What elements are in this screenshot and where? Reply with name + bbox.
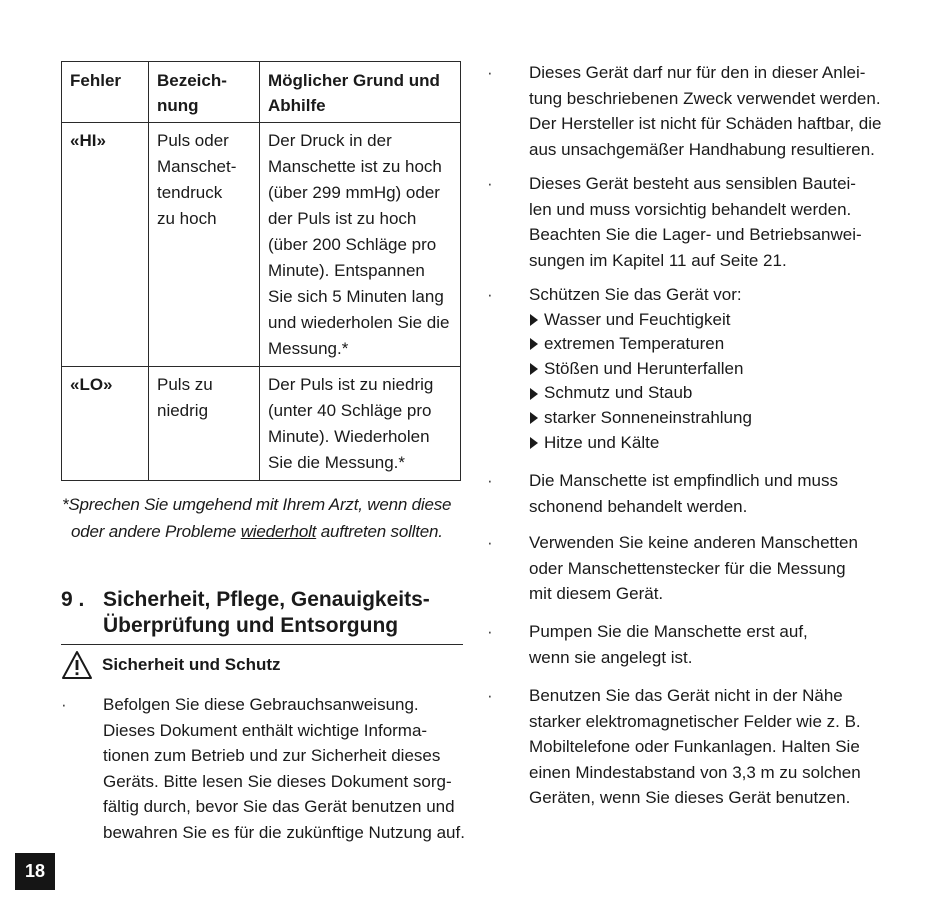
cell-line: Minute). Wiederholen xyxy=(268,427,430,446)
arrow-right-icon xyxy=(530,338,538,350)
footnote-line: *Sprechen Sie umgehend mit Ihrem Arzt, wenn diese xyxy=(62,495,452,514)
bullet-line: Befolgen Sie diese Gebrauchsanweisung. xyxy=(103,695,419,714)
bullet-line: Mobiltelefone oder Funkanlagen. Halten Sie xyxy=(529,737,860,757)
error-name xyxy=(149,367,260,481)
bullet-marker: · xyxy=(487,622,493,641)
error-code: «LO» xyxy=(62,367,149,481)
cell-line: Manschette ist zu hoch xyxy=(268,157,442,176)
footnote-text: auftreten sollten. xyxy=(316,522,443,541)
sub-list-item xyxy=(529,308,752,333)
header-line: Möglicher Grund und xyxy=(268,71,440,90)
arrow-right-icon xyxy=(530,314,538,326)
arrow-right-icon xyxy=(530,412,538,424)
error-table xyxy=(61,61,461,481)
sub-item-text: Hitze und Kälte xyxy=(544,432,660,452)
footnote-text: oder andere Probleme xyxy=(71,522,241,541)
error-remedy xyxy=(260,123,461,367)
cell-line: niedrig xyxy=(157,401,209,420)
bullet-line: bewahren Sie es für die zukünftige Nutzung auf. xyxy=(103,822,465,842)
bullet-marker: · xyxy=(487,174,493,193)
bullet-line: Dieses Gerät besteht aus sensiblen Bautei- xyxy=(529,174,856,193)
footnote-line xyxy=(62,518,463,545)
arrow-right-icon xyxy=(530,437,538,449)
cell-line: der Puls ist zu hoch xyxy=(268,209,417,228)
cell-line: tendruck xyxy=(157,183,223,202)
bullet-line: sungen im Kapitel 11 auf Seite 21. xyxy=(529,250,787,270)
subsection-heading xyxy=(61,648,281,682)
bullet-line: fältig durch, bevor Sie das Gerät benutzen und xyxy=(103,797,455,817)
error-name xyxy=(149,123,260,367)
bullet-line: wenn sie angelegt ist. xyxy=(529,647,693,667)
bullet-marker: · xyxy=(487,686,493,705)
section-title-line: Überprüfung und Entsorgung xyxy=(103,614,399,637)
bullet-line: schonend behandelt werden. xyxy=(529,496,748,516)
list-item xyxy=(61,692,465,846)
cell-line: Puls zu xyxy=(157,375,213,394)
page-number: 18 xyxy=(15,853,55,890)
bullet-line: Der Hersteller ist nicht für Schäden haftbar, die xyxy=(529,114,882,134)
cell-line: Puls oder xyxy=(157,131,229,150)
sub-item-text: Wasser und Feuchtigkeit xyxy=(544,309,731,329)
sub-item-text: Stößen und Herunterfallen xyxy=(544,358,744,378)
cell-line: zu hoch xyxy=(157,209,217,228)
header-line: nung xyxy=(157,96,199,115)
list-item xyxy=(487,619,808,670)
bullet-line: oder Manschettenstecker für die Messung xyxy=(529,558,846,578)
sub-list-item xyxy=(529,406,752,431)
arrow-right-icon xyxy=(530,363,538,375)
table-row xyxy=(62,123,461,367)
bullet-line: tionen zum Betrieb und zur Sicherheit dieses xyxy=(103,746,441,766)
footnote-underlined-text: wiederholt xyxy=(240,522,317,541)
header-designation xyxy=(149,62,260,123)
bullet-marker: · xyxy=(487,285,493,304)
cell-line: (über 299 mmHg) oder xyxy=(268,183,440,202)
subsection-title: Sicherheit und Schutz xyxy=(102,655,281,674)
cell-line: Messung.* xyxy=(268,339,349,358)
bullet-line: Pumpen Sie die Manschette erst auf, xyxy=(529,622,808,641)
header-error xyxy=(62,62,149,123)
sub-item-text: extremen Temperaturen xyxy=(544,334,725,354)
bullet-line: Schützen Sie das Gerät vor: xyxy=(529,285,742,304)
list-item xyxy=(487,468,838,519)
bullet-marker: · xyxy=(61,695,67,714)
bullet-line: tung beschriebenen Zweck verwendet werden. xyxy=(529,88,881,108)
error-code: «HI» xyxy=(62,123,149,367)
bullet-line: Geräten, wenn Sie dieses Gerät benutzen. xyxy=(529,788,851,808)
section-title-line: Sicherheit, Pflege, Genauigkeits- xyxy=(103,588,430,611)
bullet-line: Beachten Sie die Lager- und Betriebsanwei- xyxy=(529,225,862,245)
list-item xyxy=(487,683,861,811)
cell-line: Sie sich 5 Minuten lang xyxy=(268,287,444,306)
cell-line: (über 200 Schläge pro xyxy=(268,235,437,254)
header-line: Bezeich- xyxy=(157,71,227,90)
arrow-right-icon xyxy=(530,388,538,400)
list-item xyxy=(487,530,858,607)
bullet-line: Die Manschette ist empfindlich und muss xyxy=(529,471,838,490)
list-item xyxy=(487,60,882,162)
header-line: Abhilfe xyxy=(268,96,326,115)
bullet-marker: · xyxy=(487,63,493,82)
warning-triangle-icon xyxy=(61,650,93,680)
header-line: Fehler xyxy=(70,71,122,90)
sub-item-text: Schmutz und Staub xyxy=(544,383,693,403)
header-reason xyxy=(260,62,461,123)
bullet-line: mit diesem Gerät. xyxy=(529,584,664,604)
cell-line: Der Druck in der xyxy=(268,131,392,150)
bullet-line: Dieses Gerät darf nur für den in dieser Anlei- xyxy=(529,63,866,82)
section-heading xyxy=(61,587,463,645)
list-item xyxy=(487,171,862,273)
bullet-line: Dieses Dokument enthält wichtige Informa- xyxy=(103,720,428,740)
sub-list-item xyxy=(529,332,752,357)
table-footnote xyxy=(62,491,463,545)
bullet-line: len und muss vorsichtig behandelt werden. xyxy=(529,199,852,219)
cell-line: (unter 40 Schläge pro xyxy=(268,401,432,420)
bullet-line: einen Mindestabstand von 3,3 m zu solchen xyxy=(529,762,861,782)
sub-list-item xyxy=(529,357,752,382)
left-column xyxy=(61,61,463,545)
bullet-marker: · xyxy=(487,533,493,552)
sub-item-text: starker Sonneneinstrahlung xyxy=(544,407,752,427)
cell-line: Der Puls ist zu niedrig xyxy=(268,375,434,394)
cell-line: und wiederholen Sie die xyxy=(268,313,450,332)
sub-list-item xyxy=(529,431,752,456)
list-item xyxy=(487,283,752,455)
cell-line: Sie die Messung.* xyxy=(268,453,406,472)
sub-list-item xyxy=(529,381,752,406)
error-remedy xyxy=(260,367,461,481)
bullet-line: aus unsachgemäßer Handhabung resultieren. xyxy=(529,139,875,159)
bullet-line: Verwenden Sie keine anderen Manschetten xyxy=(529,533,858,552)
table-row xyxy=(62,367,461,481)
bullet-line: Geräts. Bitte lesen Sie dieses Dokument sorg- xyxy=(103,771,452,791)
section-title xyxy=(103,587,463,639)
bullet-marker: · xyxy=(487,471,493,490)
cell-line: Minute). Entspannen xyxy=(268,261,425,280)
bullet-line: starker elektromagnetischer Felder wie z. B. xyxy=(529,711,861,731)
table-header-row xyxy=(62,62,461,123)
cell-line: Manschet- xyxy=(157,157,237,176)
section-number: 9 . xyxy=(61,588,85,611)
bullet-line: Benutzen Sie das Gerät nicht in der Nähe xyxy=(529,686,843,705)
